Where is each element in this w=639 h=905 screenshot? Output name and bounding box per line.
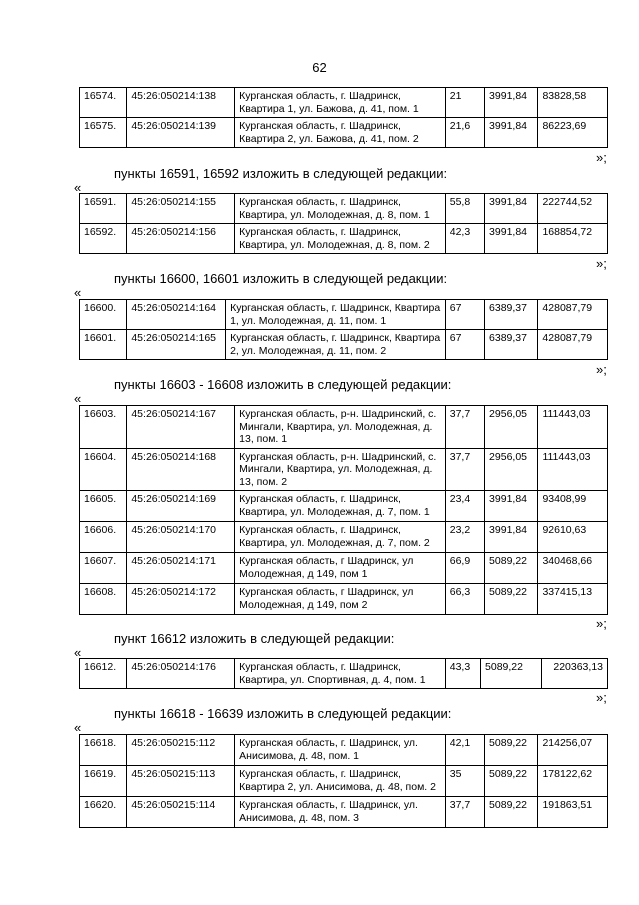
cadastral-value: 191863,51 — [538, 797, 608, 828]
table-row — [80, 118, 608, 148]
area: 66,9 — [445, 553, 484, 584]
address: Курганская область, г. Шадринск, ул. Анисимова, д. 48, пом. 1 — [235, 735, 446, 766]
unit-value: 5089,22 — [485, 584, 538, 615]
area: 23,2 — [445, 522, 484, 553]
cadastral-number: 45:26:050214:170 — [127, 522, 235, 553]
property-table-3 — [79, 299, 608, 360]
closing-quote: »; — [596, 256, 607, 271]
table-row — [80, 735, 608, 766]
unit-value: 5089,22 — [485, 735, 538, 766]
table-row — [80, 406, 608, 449]
item-number: 16606. — [80, 522, 127, 553]
address: Курганская область, г. Шадринск, Квартира 2, ул. Бажова, д. 41, пом. 2 — [235, 118, 446, 148]
amendment-instruction: пункты 16603 - 16608 изложить в следующей редакции: — [114, 377, 452, 392]
cadastral-value: 178122,62 — [538, 766, 608, 797]
table-row — [80, 553, 608, 584]
unit-value: 5089,22 — [485, 766, 538, 797]
item-number: 16620. — [80, 797, 127, 828]
cadastral-number: 45:26:050214:139 — [127, 118, 235, 148]
area: 37,7 — [445, 448, 484, 491]
cadastral-number: 45:26:050214:176 — [127, 659, 235, 689]
table-row — [80, 522, 608, 553]
item-number: 16612. — [80, 659, 127, 689]
unit-value: 5089,22 — [485, 553, 538, 584]
item-number: 16601. — [80, 330, 127, 360]
cadastral-number: 45:26:050214:138 — [127, 88, 235, 118]
area: 67 — [445, 330, 484, 360]
item-number: 16618. — [80, 735, 127, 766]
closing-quote: »; — [596, 616, 607, 631]
table-row — [80, 194, 608, 224]
address: Курганская область, г Шадринск, ул Молодежная, д 149, пом 1 — [235, 553, 446, 584]
property-table-4 — [79, 405, 608, 615]
cadastral-value: 220363,13 — [542, 659, 608, 689]
address: Курганская область, г. Шадринск, Квартира 1, ул. Бажова, д. 41, пом. 1 — [235, 88, 446, 118]
item-number: 16574. — [80, 88, 127, 118]
opening-quote: « — [74, 391, 82, 406]
cadastral-value: 86223,69 — [538, 118, 608, 148]
cadastral-value: 111443,03 — [538, 448, 608, 491]
address: Курганская область, г. Шадринск, ул. Анисимова, д. 48, пом. 3 — [235, 797, 446, 828]
cadastral-number: 45:26:050214:172 — [127, 584, 235, 615]
unit-value: 3991,84 — [485, 118, 538, 148]
table-row — [80, 88, 608, 118]
address: Курганская область, г. Шадринск, Квартира 1, ул. Молодежная, д. 11, пом. 1 — [226, 300, 446, 330]
opening-quote: « — [74, 285, 82, 300]
item-number: 16591. — [80, 194, 127, 224]
table-row — [80, 797, 608, 828]
cadastral-value: 93408,99 — [538, 491, 608, 522]
amendment-instruction: пункты 16591, 16592 изложить в следующей редакции: — [114, 166, 448, 181]
cadastral-value: 83828,58 — [538, 88, 608, 118]
item-number: 16603. — [80, 406, 127, 449]
page-number: 62 — [312, 60, 327, 75]
table-row — [80, 448, 608, 491]
area: 37,7 — [445, 797, 484, 828]
item-number: 16600. — [80, 300, 127, 330]
table-row — [80, 491, 608, 522]
table-row — [80, 224, 608, 254]
item-number: 16607. — [80, 553, 127, 584]
cadastral-value: 428087,79 — [538, 300, 608, 330]
property-table-6 — [79, 734, 608, 828]
address: Курганская область, г. Шадринск, Квартира 2, ул. Анисимова, д. 48, пом. 2 — [235, 766, 446, 797]
item-number: 16604. — [80, 448, 127, 491]
cadastral-value: 337415,13 — [538, 584, 608, 615]
unit-value: 3991,84 — [485, 194, 538, 224]
cadastral-number: 45:26:050214:168 — [127, 448, 235, 491]
cadastral-number: 45:26:050214:167 — [127, 406, 235, 449]
area: 35 — [445, 766, 484, 797]
address: Курганская область, г. Шадринск, Квартира, ул. Молодежная, д. 7, пом. 2 — [235, 522, 446, 553]
item-number: 16608. — [80, 584, 127, 615]
cadastral-number: 45:26:050214:155 — [127, 194, 235, 224]
address: Курганская область, г. Шадринск, Квартира 2, ул. Молодежная, д. 11, пом. 2 — [226, 330, 446, 360]
cadastral-number: 45:26:050215:112 — [127, 735, 235, 766]
table-row — [80, 659, 608, 689]
table-row — [80, 766, 608, 797]
unit-value: 3991,84 — [485, 522, 538, 553]
unit-value: 3991,84 — [485, 491, 538, 522]
area: 37,7 — [445, 406, 484, 449]
unit-value: 2956,05 — [485, 448, 538, 491]
area: 42,1 — [445, 735, 484, 766]
property-table-1 — [79, 87, 608, 148]
amendment-instruction: пункт 16612 изложить в следующей редакции: — [114, 631, 395, 646]
cadastral-value: 222744,52 — [538, 194, 608, 224]
cadastral-number: 45:26:050214:164 — [127, 300, 226, 330]
unit-value: 6389,37 — [485, 300, 538, 330]
unit-value: 5089,22 — [485, 797, 538, 828]
table-row — [80, 300, 608, 330]
address: Курганская область, г. Шадринск, Квартира, ул. Молодежная, д. 8, пом. 2 — [235, 224, 446, 254]
unit-value: 3991,84 — [485, 88, 538, 118]
item-number: 16575. — [80, 118, 127, 148]
opening-quote: « — [74, 720, 82, 735]
cadastral-number: 45:26:050214:156 — [127, 224, 235, 254]
opening-quote: « — [74, 180, 82, 195]
property-table-5 — [79, 658, 608, 689]
area: 21 — [445, 88, 484, 118]
address: Курганская область, г. Шадринск, Квартира, ул. Молодежная, д. 8, пом. 1 — [235, 194, 446, 224]
unit-value: 2956,05 — [485, 406, 538, 449]
cadastral-value: 92610,63 — [538, 522, 608, 553]
address: Курганская область, р-н. Шадринский, с. Мингали, Квартира, ул. Молодежная, д. 13, пом. 2 — [235, 448, 446, 491]
table-row — [80, 330, 608, 360]
area: 23,4 — [445, 491, 484, 522]
area: 21,6 — [445, 118, 484, 148]
closing-quote: »; — [596, 150, 607, 165]
area: 55,8 — [445, 194, 484, 224]
cadastral-value: 340468,66 — [538, 553, 608, 584]
unit-value: 3991,84 — [485, 224, 538, 254]
area: 43,3 — [445, 659, 480, 689]
cadastral-value: 214256,07 — [538, 735, 608, 766]
area: 42,3 — [445, 224, 484, 254]
cadastral-number: 45:26:050215:113 — [127, 766, 235, 797]
cadastral-number: 45:26:050214:169 — [127, 491, 235, 522]
address: Курганская область, р-н. Шадринский, с. Мингали, Квартира, ул. Молодежная, д. 13, пом. 1 — [235, 406, 446, 449]
address: Курганская область, г. Шадринск, Квартира, ул. Спортивная, д. 4, пом. 1 — [235, 659, 446, 689]
closing-quote: »; — [596, 362, 607, 377]
item-number: 16592. — [80, 224, 127, 254]
cadastral-value: 168854,72 — [538, 224, 608, 254]
address: Курганская область, г Шадринск, ул Молодежная, д 149, пом 2 — [235, 584, 446, 615]
closing-quote: »; — [596, 690, 607, 705]
property-table-2 — [79, 193, 608, 254]
amendment-instruction: пункты 16600, 16601 изложить в следующей редакции: — [114, 271, 448, 286]
item-number: 16605. — [80, 491, 127, 522]
cadastral-number: 45:26:050215:114 — [127, 797, 235, 828]
address: Курганская область, г. Шадринск, Квартира, ул. Молодежная, д. 7, пом. 1 — [235, 491, 446, 522]
unit-value: 6389,37 — [485, 330, 538, 360]
unit-value: 5089,22 — [481, 659, 542, 689]
area: 67 — [445, 300, 484, 330]
cadastral-value: 428087,79 — [538, 330, 608, 360]
cadastral-value: 111443,03 — [538, 406, 608, 449]
amendment-instruction: пункты 16618 - 16639 изложить в следующей редакции: — [114, 706, 452, 721]
area: 66,3 — [445, 584, 484, 615]
item-number: 16619. — [80, 766, 127, 797]
opening-quote: « — [74, 645, 82, 660]
cadastral-number: 45:26:050214:171 — [127, 553, 235, 584]
cadastral-number: 45:26:050214:165 — [127, 330, 226, 360]
table-row — [80, 584, 608, 615]
